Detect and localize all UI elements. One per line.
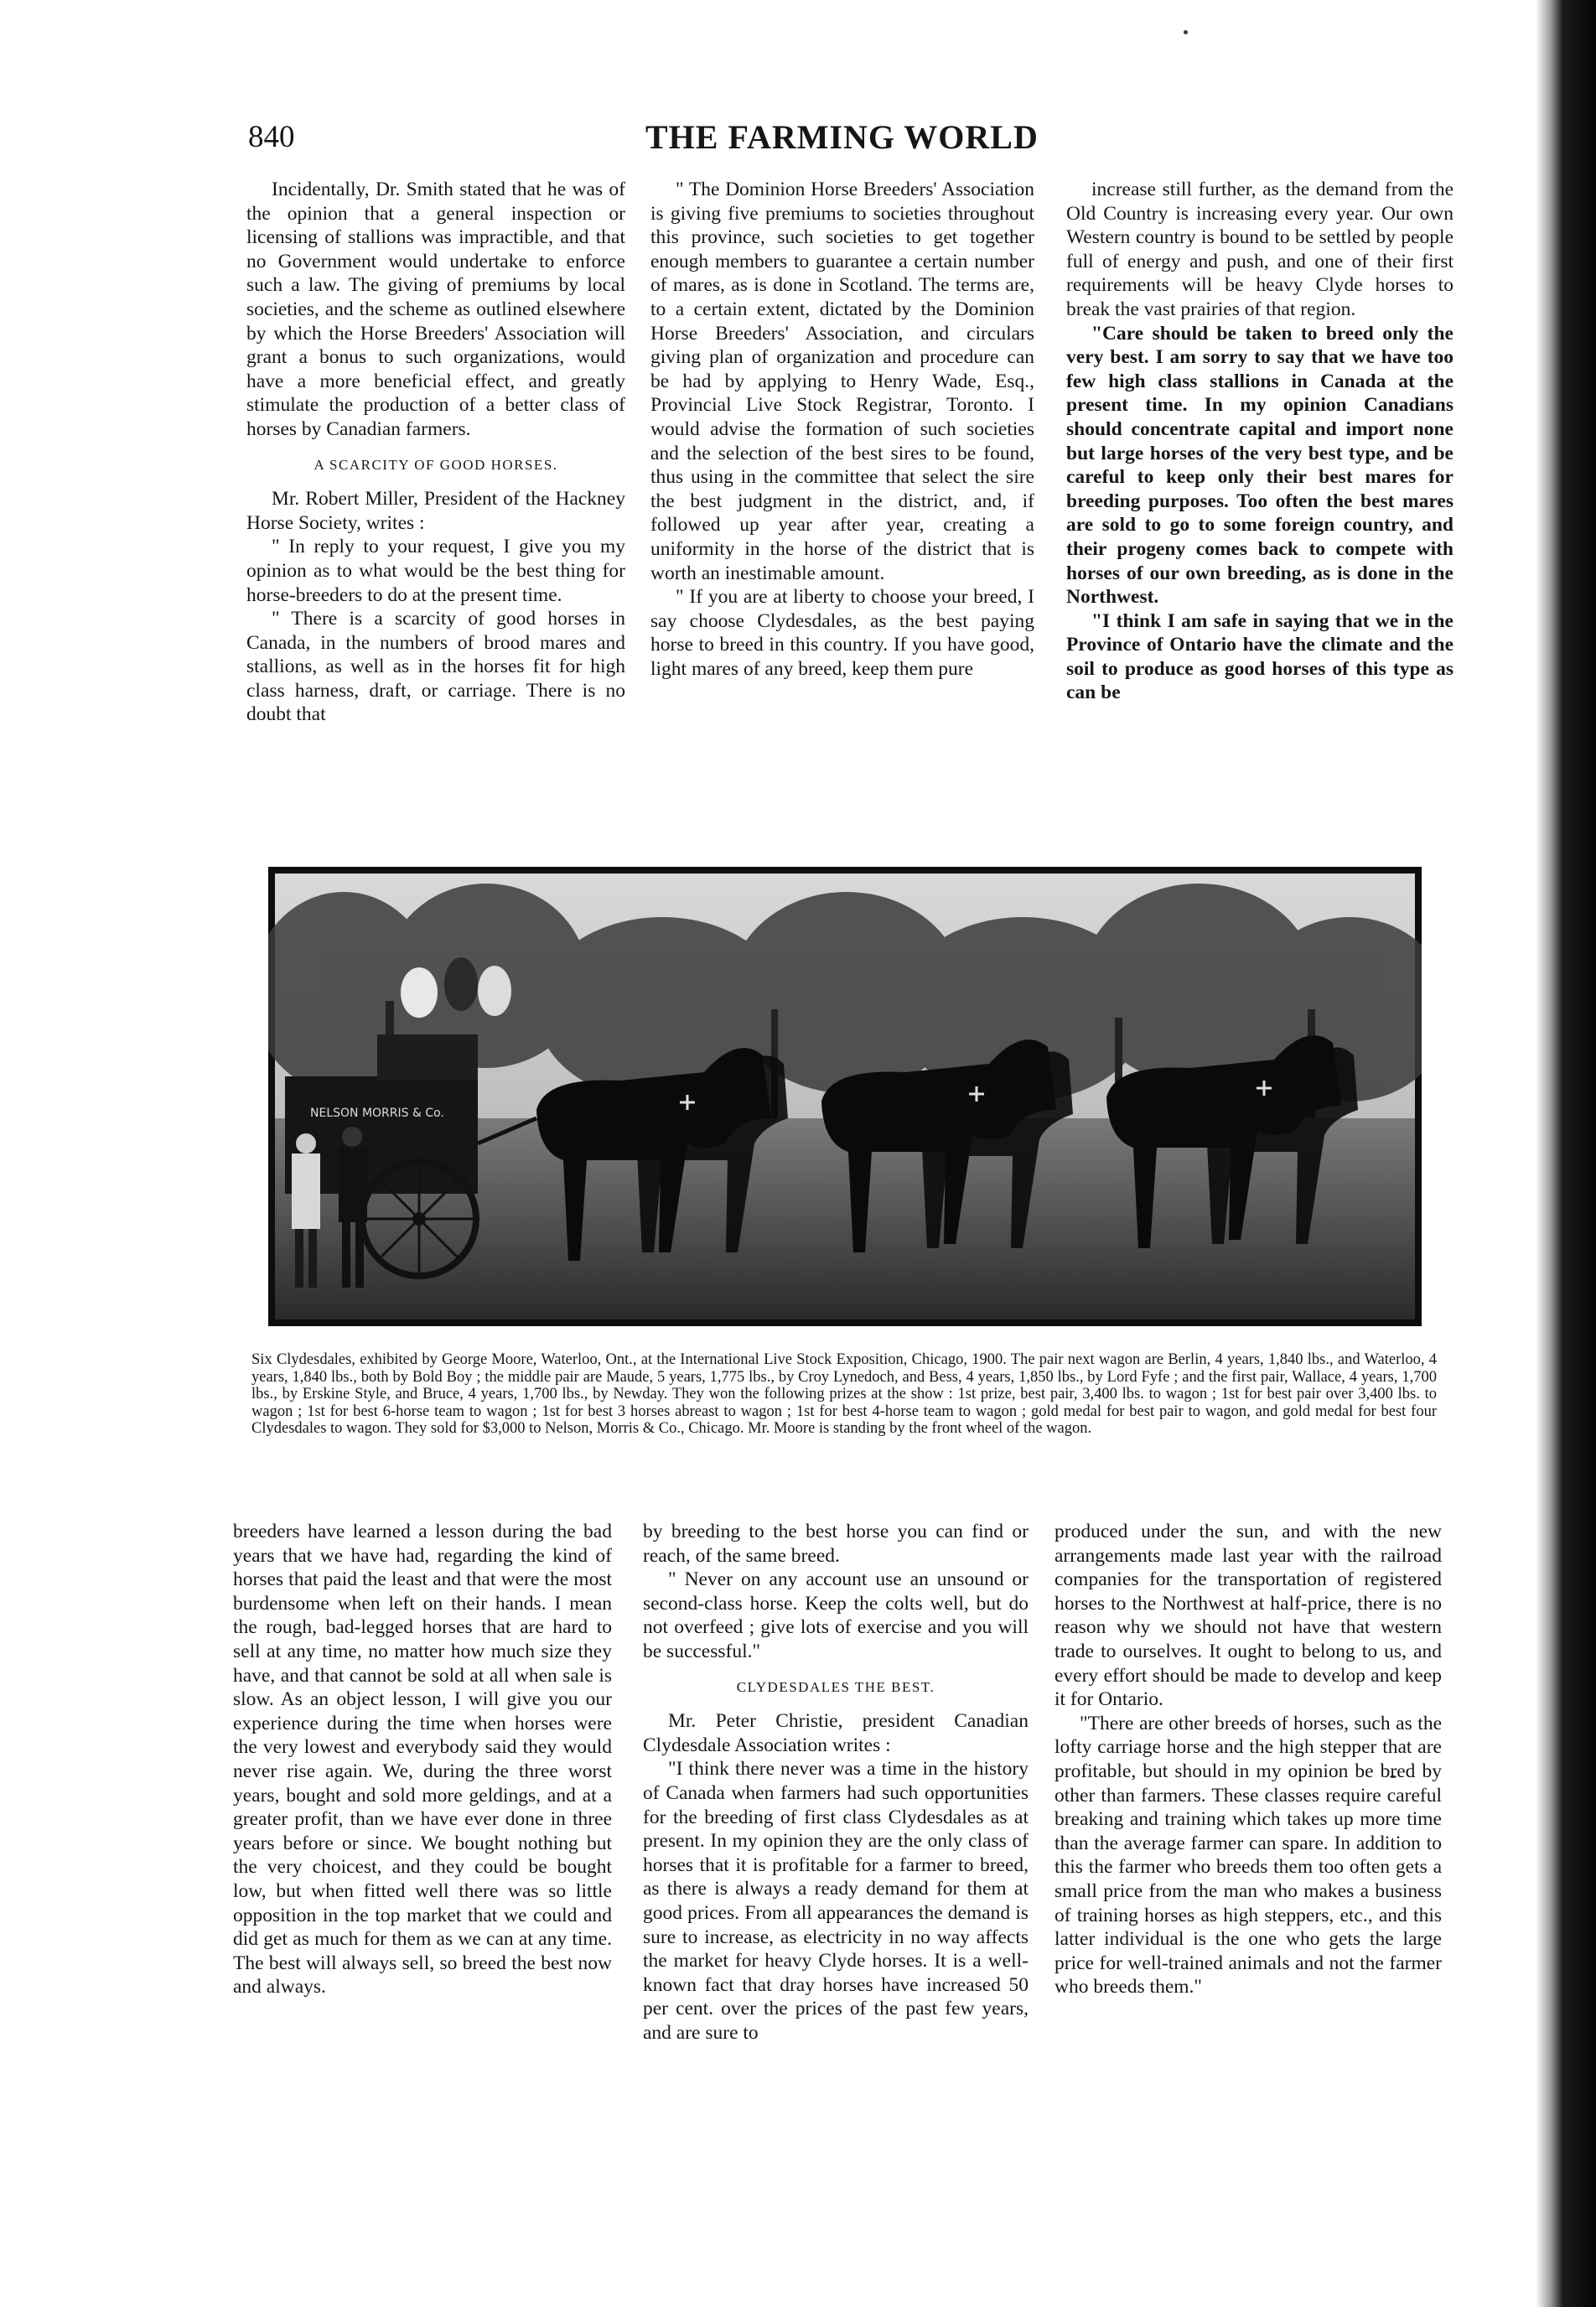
section-subheading: CLYDESDALES THE BEST. — [736, 1678, 935, 1695]
paragraph: "There are other breeds of horses, such as the lofty carriage horse and the high stepper that are profitable, but should in my opinion be bred by other than farmers. These classes require careful breaking and training which takes up more time than the average farmer can spare. In addition to this the farmer who breeds them too often gets a small price from the man who makes a business of training horses as high steppers, etc., and this latter individual is the one who gets the large price for well-trained animals and not the farmer who breeds them." — [1054, 1712, 1442, 1999]
paragraph: Mr. Peter Christie, president Canadian Clydesdale Association writes : — [643, 1710, 1029, 1756]
paragraph: Mr. Robert Miller, President of the Hackney Horse Society, writes : — [246, 488, 625, 534]
page-number: 840 — [248, 120, 295, 154]
horse-team-photograph — [268, 867, 1422, 1326]
scan-page-edge-shadow — [1536, 0, 1596, 2307]
photo-illustration — [268, 867, 1422, 1326]
paragraph: increase still further, as the demand from the Old Country is increasing every year. Our own Western country is bound to be settled by people full of energy and push, and one of their first requirements will be heavy Clyde horses to break the vast prairies of that region. — [1066, 179, 1454, 320]
paragraph: "I think there never was a time in the history of Canada when farmers had such opportunities for the breeding of first class Clydesdales as at present. In my opinion they are the only class of horses that it is profitable for a farmer to breed, as there is always a ready demand for them at good prices. From all appearances the demand is sure to increase, as electricity in no way affects the market for heavy Clyde horses. It is a well-known fact that dray horses have increased 50 per cent. over the prices of the past few years, and are sure to — [643, 1758, 1029, 2044]
paragraph: "I think I am safe in saying that we in the Province of Ontario have the climate and the soil to produce as good horses of this type as can be — [1066, 609, 1454, 704]
scan-speck — [1184, 30, 1188, 34]
paragraph: " Never on any account use an unsound or second-class horse. Keep the colts well, but do not overfeed ; give lots of exercise and you will be successful." — [643, 1568, 1029, 1662]
paragraph: by breeding to the best horse you can find or reach, of the same breed. — [643, 1521, 1029, 1567]
paragraph: Incidentally, Dr. Smith stated that he was of the opinion that a general inspection or licensing of stallions was impractible, and that no Government would undertake to enforce such a law. The giving of premiums by local societies, and the scheme as outlined elsewhere by which the Horse Breeders' Association will grant a bonus to such organizations, would have a more beneficial effect, and greatly stimulate the production of a better class of horses by Canadian farmers. — [246, 179, 625, 440]
paragraph: " In reply to your request, I give you my opinion as to what would be the best thing for horse-breeders to do at the present time. — [246, 536, 625, 606]
paragraph: " If you are at liberty to choose your breed, I say choose Clydesdales, as the best paying horse to breed in this country. If you have good, light mares of any breed, keep them pure — [650, 586, 1034, 680]
paragraph: " There is a scarcity of good horses in Canada, in the numbers of brood mares and stallions, as well as in the horses fit for high class harness, draft, or carriage. There is no doubt that — [246, 608, 625, 726]
wagon-sign: NELSON MORRIS & Co. — [310, 1107, 444, 1120]
paragraph: "Care should be taken to breed only the very best. I am sorry to say that we have too few high class stallions in Canada at the present time. In my opinion Canadians should concentrate capital and import none but large horses of the very best type, and be careful to keep only their best mares for breeding purposes. Too often the best mares are sold to go to some foreign country, and their progeny comes back to compete with horses of our own breeding, as is done in the Northwest. — [1066, 322, 1454, 609]
article-column-top-left — [246, 178, 625, 727]
article-column-bottom-left — [233, 1520, 612, 1999]
paragraph: " The Dominion Horse Breeders' Association is giving five premiums to societies throughout this province, such societies to get together enough members to guarantee a certain number of mares, as is done in Scotland. The terms are, to a certain extent, dictated by the Dominion Horse Breeders' Association, and circulars giving plan of organization and procedure can be had by applying to Henry Wade, Esq., Provincial Live Stock Registrar, Toronto. I would advise the formation of such societies and the selection of the best sires to be found, thus using in the committee that select the sire the best judgment in the district, and, if followed up year after year, creating a uniformity in the horse of the district that is worth an inestimable amount. — [650, 179, 1034, 584]
article-column-top-right — [1066, 178, 1454, 705]
article-column-top-middle — [650, 178, 1034, 681]
photo-caption: Six Clydesdales, exhibited by George Moore, Waterloo, Ont., at the International Live Stock Exposition, Chicago, 1900. The pair next wagon are Berlin, 4 years, 1,840 lbs., and Waterloo, 4 years, 1,840 lbs., both by Bold Boy ; the middle pair are Maude, 5 years, 1,775 lbs., by Croy Lynedoch, and Bess, 4 years, 1,850 lbs., by Lord Fyfe ; and the first pair, Wallace, 4 years, 1,700 lbs., by Erskine Style, and Bruce, 4 years, 1,700 lbs., by Newday. They won the following prizes at the show : 1st prize, best pair, 3,400 lbs. to wagon ; 1st for best pair over 3,400 lbs. to wagon ; 1st for best 6-horse team to wagon ; 1st for best 3 horses abreast to wagon ; 1st for best 4-horse team to wagon ; gold medal for best pair to wagon, and gold medal for best four Clydesdales to wagon. They sold for $3,000 to Nelson, Morris & Co., Chicago. Mr. Moore is standing by the front wheel of the wagon. — [251, 1351, 1437, 1437]
paragraph: produced under the sun, and with the new arrangements made last year with the railroad companies for the transportation of registered horses to the Northwest at half-price, there is no reason why we should not have that western trade to ourselves. It ought to belong to us, and every effort should be made to develop and keep it for Ontario. — [1054, 1521, 1442, 1711]
paragraph: breeders have learned a lesson during the bad years that we have had, regarding the kind of horses that paid the least and that were the most burdensome when left on their hands. I mean the rough, bad-legged horses that are hard to sell at any time, no matter how much size they have, and that cannot be sold at all when sale is slow. As an object lesson, I will give you our experience during the time when horses were the very lowest and everybody said they would never rise again. We, during the three worst years, bought and sold more geldings, and at a greater profit, than we have ever done in three years before or since. We bought nothing but the very choicest, and they could be bought low, but when fitted well there was so little opposition in the top market that we could and did get as much for them as we can at any time. The best will always sell, so breed the best now and always. — [233, 1521, 612, 1999]
page-title: THE FARMING WORLD — [645, 118, 1039, 156]
article-column-bottom-middle — [643, 1520, 1029, 2045]
article-column-bottom-right — [1054, 1520, 1442, 1999]
section-subheading: A SCARCITY OF GOOD HORSES. — [314, 456, 558, 473]
